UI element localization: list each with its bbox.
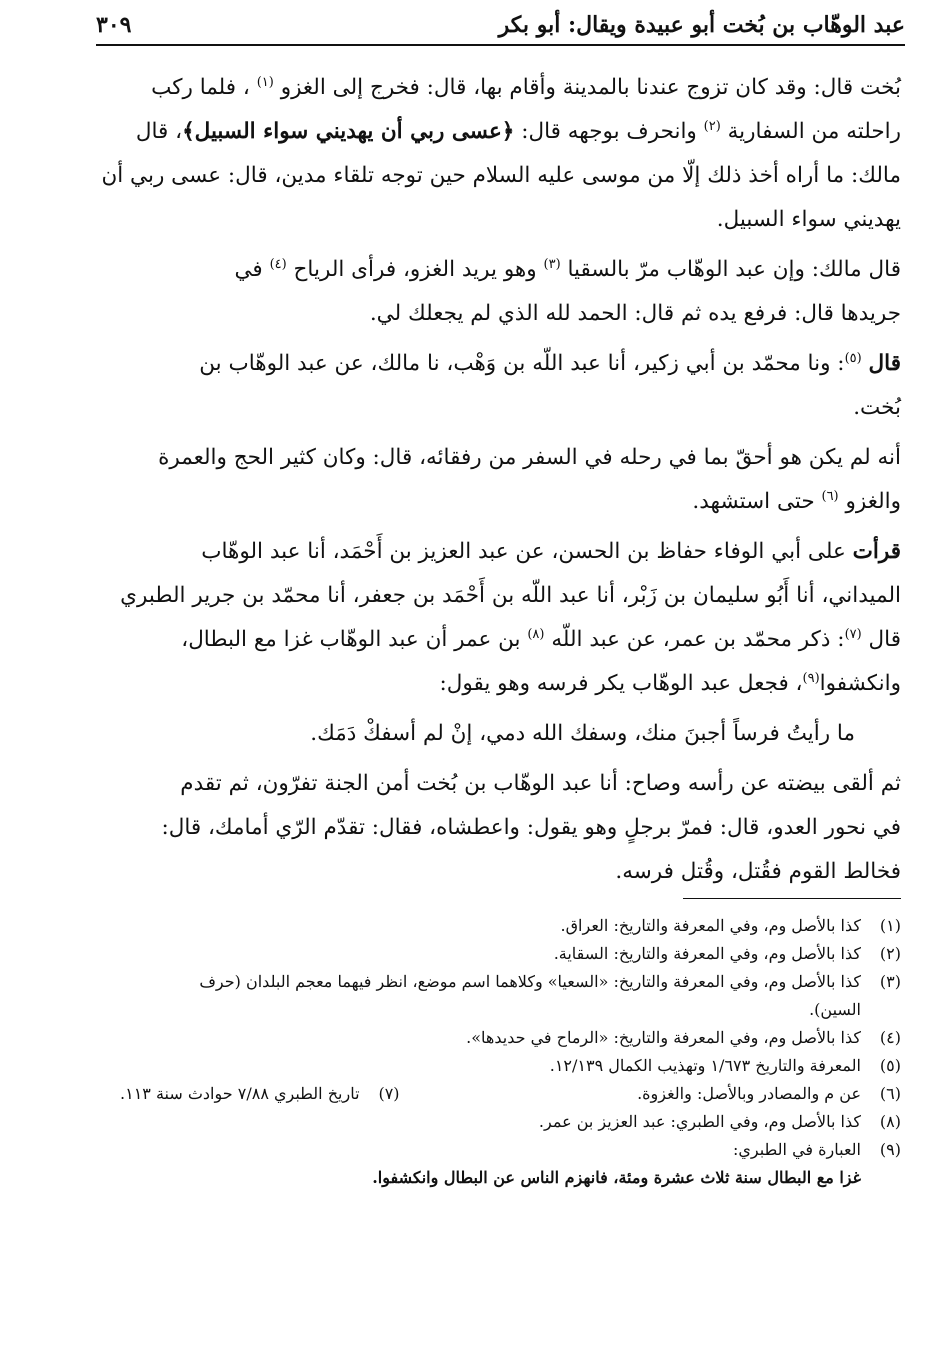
footnote-number: (٦) [879, 1084, 901, 1103]
footnote-ref[interactable]: (٦) [821, 488, 839, 504]
verse: ما رأيتُ فرساً أجبنَ منك، وسفك الله دمي، إنْ لم أسفكْ دَمَك. [310, 721, 855, 746]
text-line: في نحور العدو، قال: فمرّ برجلٍ وهو يقول: واعطشاه، فقال: تقدّم الرّي أمامك، قال: [161, 815, 901, 840]
footnote [100, 912, 901, 940]
text-line: الميداني، أنا أَبُو سليمان بن زَبْر، أنا عبد اللّه بن أَحْمَد بن جعفر، أنا محمّد بن جرير الطبري [120, 583, 901, 608]
text-line [100, 618, 901, 662]
footnote [120, 1080, 400, 1108]
text-line [100, 66, 901, 110]
footnote [100, 1136, 901, 1164]
footnote-text: كذا بالأصل وم، وفي المعرفة والتاريخ: «الرماح في حديدها». [466, 1028, 861, 1047]
footnote-ref[interactable]: (١) [256, 74, 274, 90]
footnote-number: (٧) [378, 1084, 400, 1103]
page-number: ٣٠٩ [96, 12, 132, 38]
text-run: في [234, 257, 263, 282]
footnote-continuation: غزا مع البطال سنة ثلاث عشرة ومئة، فانهزم الناس عن البطال وانكشفوا. [372, 1168, 861, 1187]
text-line [100, 480, 901, 524]
footnote [100, 1024, 901, 1052]
footnote-number: (٢) [879, 944, 901, 963]
keyword: قال [868, 351, 901, 376]
paragraph [100, 342, 901, 386]
paragraph: أنه لم يكن هو أحقّ بما في رحله في السفر من رفقائه، قال: وكان كثير الحج والعمرة [158, 445, 901, 470]
paragraph [100, 248, 901, 292]
header-rule [96, 44, 905, 46]
text-run: وانكشفوا [819, 671, 901, 696]
footnote-number: (٨) [879, 1112, 901, 1131]
keyword: قرأت [852, 539, 901, 564]
footnote-ref[interactable]: (٨) [527, 626, 545, 642]
running-title: عبد الوهّاب بن بُخت أبو عبيدة ويقال: أبو بكر [498, 12, 905, 38]
footnote [100, 1052, 901, 1080]
text-line: فخالط القوم فقُتل، وقُتل فرسه. [615, 859, 901, 884]
footnote-text: العبارة في الطبري: [732, 1140, 861, 1159]
footnote-ref[interactable]: (٩) [802, 670, 820, 686]
footnote-ref[interactable]: (٧) [844, 626, 862, 642]
page-header [96, 8, 905, 42]
text-line: جريدها قال: فرفع يده ثم قال: الحمد لله الذي لم يجعلك لي. [369, 301, 901, 326]
footnote-continuation: السين). [809, 1000, 861, 1019]
text-run: والغزو [845, 489, 901, 514]
text-run: حتى استشهد. [692, 489, 815, 514]
footnote-number: (٣) [879, 972, 901, 991]
text-run: بن عمر أن عبد الوهّاب غزا مع البطال، [181, 627, 521, 652]
main-text [100, 66, 901, 894]
text-line: بُخت. [853, 395, 901, 420]
footnote-ref[interactable]: (٥) [844, 350, 862, 366]
footnote-number: (٩) [879, 1140, 901, 1159]
footnote [100, 940, 901, 968]
text-run: : ذكر محمّد بن عمر، عن عبد اللّه [551, 627, 845, 652]
text-run: ، فجعل عبد الوهّاب يكر فرسه وهو يقول: [439, 671, 803, 696]
footnote-ref[interactable]: (٢) [703, 118, 721, 134]
footnote-pair [100, 1080, 901, 1108]
footnote-rule [683, 898, 901, 899]
footnotes [100, 912, 901, 1192]
text-run: وهو يريد الغزو، فرأى الرياح [293, 257, 537, 282]
text-run: وانحرف بوجهه قال: [521, 119, 697, 144]
footnote-text: كذا بالأصل وم، وفي المعرفة والتاريخ: العراق. [560, 916, 861, 935]
text-run: قال [868, 627, 901, 652]
text-run: راحلته من السفارية [727, 119, 901, 144]
footnote-text: المعرفة والتاريخ ١/٦٧٣ وتهذيب الكمال ١٢/١٣٩. [549, 1056, 861, 1075]
footnote-number: (١) [879, 916, 901, 935]
quran-quote: ﴿عسى ربي أن يهديني سواء السبيل﴾ [182, 119, 515, 144]
text-run: على أبي الوفاء حفاظ بن الحسن، عن عبد العزيز بن أَحْمَد، أنا عبد الوهّاب [201, 539, 846, 564]
text-line [100, 110, 901, 154]
text-run: ، فلما ركب [151, 75, 250, 100]
footnote [100, 1108, 901, 1136]
text-run: : ونا محمّد بن أبي زكير، أنا عبد اللّه بن وَهْب، نا مالك، عن عبد الوهّاب بن [199, 351, 845, 376]
text-line [100, 662, 901, 706]
footnote-ref[interactable]: (٣) [543, 256, 561, 272]
footnote-text: كذا بالأصل وم، وفي الطبري: عبد العزيز بن عمر. [538, 1112, 861, 1131]
footnote-text: عن م والمصادر وبالأصل: والغزوة. [637, 1084, 861, 1103]
footnote-number: (٥) [879, 1056, 901, 1075]
text-run: ، قال [135, 119, 183, 144]
text-line: يهديني سواء السبيل. [716, 207, 901, 232]
footnote-text: تاريخ الطبري ٧/٨٨ حوادث سنة ١١٣. [120, 1084, 360, 1103]
footnote-text: كذا بالأصل وم، وفي المعرفة والتاريخ: «السعيا» وكلاهما اسم موضع، انظر فيهما معجم البلدان (حرف [199, 972, 861, 991]
text-line: مالك: ما أراه أخذ ذلك إلّا من موسى عليه السلام حين توجه تلقاء مدين، قال: عسى ربي أن [101, 163, 901, 188]
text-run: قال مالك: وإن عبد الوهّاب مرّ بالسقيا [567, 257, 901, 282]
footnote [637, 1080, 901, 1108]
footnote-text: كذا بالأصل وم، وفي المعرفة والتاريخ: السقاية. [553, 944, 861, 963]
footnote [100, 968, 901, 996]
paragraph: ثم ألقى بيضته عن رأسه وصاح: أنا عبد الوهّاب بن بُخت أمن الجنة تفرّون، ثم تقدم [180, 771, 901, 796]
text-run: بُخت قال: وقد كان تزوج عندنا بالمدينة وأقام بها، قال: فخرج إلى الغزو [280, 75, 901, 100]
footnote-number: (٤) [879, 1028, 901, 1047]
footnote-ref[interactable]: (٤) [269, 256, 287, 272]
paragraph [100, 530, 901, 574]
